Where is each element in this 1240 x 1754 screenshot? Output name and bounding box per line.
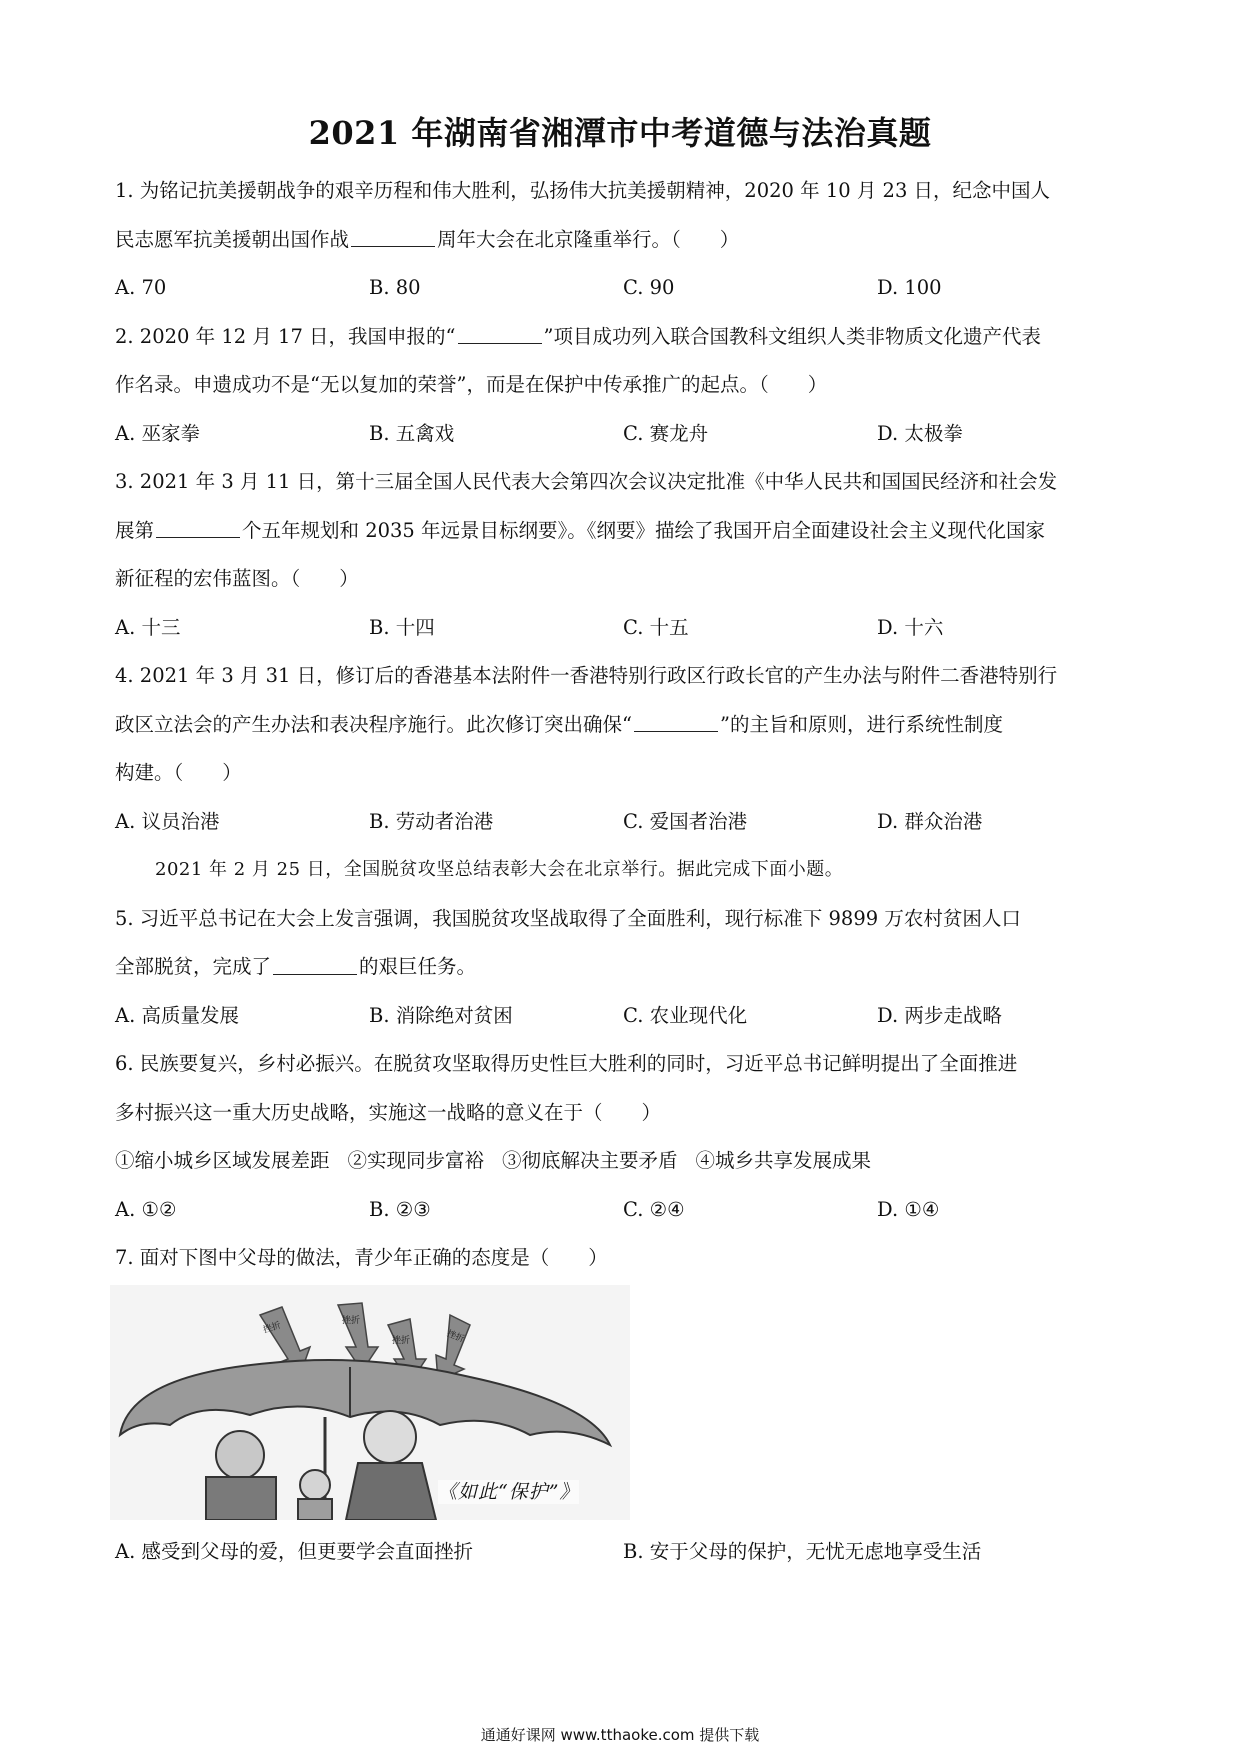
question-6-options — [115, 1186, 1135, 1235]
option-c[interactable]: C. 农业现代化 — [623, 1003, 748, 1027]
question-1 — [115, 167, 1135, 313]
option-a[interactable]: A. 70 — [115, 276, 167, 299]
answer-blank — [156, 536, 240, 538]
option-b[interactable]: B. 十四 — [369, 615, 435, 639]
cartoon-figure — [115, 1285, 1135, 1520]
statement-3: ③彻底解决主要矛盾 — [502, 1149, 678, 1172]
option-d[interactable]: D. ①④ — [877, 1197, 940, 1221]
question-2-line-2: 作名录。申遗成功不是“无以复加的荣誉”，而是在保护中传承推广的起点。（ ） — [115, 373, 828, 396]
question-3-text: 展第 — [115, 518, 155, 542]
answer-blank — [634, 730, 718, 732]
arrow-label: 挫折 — [445, 1328, 466, 1345]
question-3 — [115, 458, 1135, 652]
option-a[interactable]: A. 十三 — [115, 615, 181, 639]
statement-4: ④城乡共享发展成果 — [695, 1149, 872, 1172]
page-footer: 通通好课网 www.tthaoke.com 提供下载 — [480, 1726, 760, 1744]
option-d[interactable]: D. 太极拳 — [877, 421, 963, 445]
question-1-options — [115, 264, 1135, 313]
question-4-line-3: 构建。（ ） — [115, 761, 242, 784]
option-c[interactable]: C. 十五 — [623, 615, 689, 639]
question-4-text: 政区立法会的产生办法和表决程序施行。此次修订突出确保“ — [115, 712, 632, 736]
option-a[interactable]: A. 高质量发展 — [115, 1003, 239, 1027]
option-c[interactable]: C. 爱国者治港 — [623, 809, 748, 833]
option-a[interactable]: A. ①② — [115, 1197, 177, 1221]
question-7-options — [115, 1528, 1135, 1577]
question-6-line-2: 多村振兴这一重大历史战略，实施这一战略的意义在于（ ） — [115, 1100, 662, 1124]
option-b[interactable]: B. ②③ — [369, 1197, 431, 1221]
question-2-text: 2. 2020 年 12 月 17 日，我国申报的“ — [115, 324, 456, 348]
option-b[interactable]: B. 安于父母的保护，无忧无虑地享受生活 — [623, 1539, 982, 1563]
option-d[interactable]: D. 十六 — [877, 615, 944, 639]
arrow-label: 挫折 — [392, 1335, 411, 1346]
statement-1: ①缩小城乡区域发展差距 — [115, 1149, 330, 1172]
question-7 — [115, 1234, 1135, 1576]
option-b[interactable]: B. 劳动者治港 — [369, 809, 494, 833]
question-5-options — [115, 992, 1135, 1041]
option-a[interactable]: A. 感受到父母的爱，但更要学会直面挫折 — [115, 1539, 473, 1563]
question-2-line-1 — [115, 313, 1135, 362]
option-d[interactable]: D. 群众治港 — [877, 809, 983, 833]
option-d[interactable]: D. 两步走战略 — [877, 1003, 1002, 1027]
option-b[interactable]: B. 五禽戏 — [369, 421, 455, 445]
question-4-line-1: 4. 2021 年 3 月 31 日，修订后的香港基本法附件一香港特别行政区行政长官的产生办法与附件二香港特别行 — [115, 664, 1058, 687]
question-4-line-2 — [115, 701, 1135, 750]
question-5-line-1: 5. 习近平总书记在大会上发言强调，我国脱贫攻坚战取得了全面胜利，现行标准下 9899 万农村贫困人口 — [115, 906, 1021, 930]
option-d[interactable]: D. 100 — [877, 276, 942, 299]
statement-2: ②实现同步富裕 — [347, 1149, 485, 1172]
question-5-text: 的艰巨任务。 — [359, 955, 477, 978]
question-5-line-2 — [115, 943, 1135, 992]
question-3-line-2 — [115, 507, 1135, 556]
question-1-text: 周年大会在北京隆重举行。（ ） — [437, 227, 740, 251]
material-intro: 2021 年 2 月 25 日，全国脱贫攻坚总结表彰大会在北京举行。据此完成下面小题。 — [155, 859, 844, 880]
question-5-text: 全部脱贫，完成了 — [115, 955, 272, 978]
question-2 — [115, 313, 1135, 459]
question-2-text: ”项目成功列入联合国教科文组织人类非物质文化遗产代表 — [543, 324, 1042, 348]
question-6 — [115, 1040, 1135, 1234]
question-4 — [115, 652, 1135, 846]
arrow-label: 挫折 — [342, 1315, 361, 1326]
question-6-line-1: 6. 民族要复兴，乡村必振兴。在脱贫攻坚取得历史性巨大胜利的同时，习近平总书记鲜明提出了全面推进 — [115, 1052, 1018, 1075]
question-3-options — [115, 604, 1135, 653]
question-3-line-3: 新征程的宏伟蓝图。（ ） — [115, 567, 359, 590]
question-1-line-1: 1. 为铭记抗美援朝战争的艰辛历程和伟大胜利，弘扬伟大抗美援朝精神，2020 年 10 月 23 日，纪念中国人 — [115, 179, 1051, 202]
question-3-text: 个五年规划和 2035 年远景目标纲要》。《纲要》描绘了我国开启全面建设社会主义现代化国家 — [242, 518, 1046, 542]
page-title: 2021 年湖南省湘潭市中考道德与法治真题 — [308, 114, 932, 152]
question-6-statements — [115, 1137, 1135, 1186]
answer-blank — [458, 342, 542, 344]
question-list — [115, 167, 1135, 1576]
option-c[interactable]: C. 赛龙舟 — [623, 421, 709, 445]
option-b[interactable]: B. 消除绝对贫困 — [369, 1003, 513, 1027]
question-1-line-2 — [115, 216, 1135, 265]
question-4-options — [115, 798, 1135, 847]
question-4-text: ”的主旨和原则，进行系统性制度 — [719, 712, 1003, 736]
question-3-line-1: 3. 2021 年 3 月 11 日，第十三届全国人民代表大会第四次会议决定批准《中华人民共和国国民经济和社会发 — [115, 470, 1058, 493]
arrow-label: 挫折 — [262, 1320, 283, 1336]
question-5 — [115, 895, 1135, 1041]
option-a[interactable]: A. 巫家拳 — [115, 421, 200, 445]
option-c[interactable]: C. 90 — [623, 276, 675, 299]
question-2-options — [115, 410, 1135, 459]
question-7-line-1: 7. 面对下图中父母的做法，青少年正确的态度是（ ） — [115, 1246, 608, 1269]
figure-caption: 《如此“保护”》 — [438, 1480, 580, 1503]
option-a[interactable]: A. 议员治港 — [115, 809, 220, 833]
option-b[interactable]: B. 80 — [369, 276, 421, 299]
question-1-text: 民志愿军抗美援朝出国作战 — [115, 227, 350, 251]
answer-blank — [273, 973, 357, 975]
option-c[interactable]: C. ②④ — [623, 1197, 685, 1221]
answer-blank — [351, 245, 435, 247]
